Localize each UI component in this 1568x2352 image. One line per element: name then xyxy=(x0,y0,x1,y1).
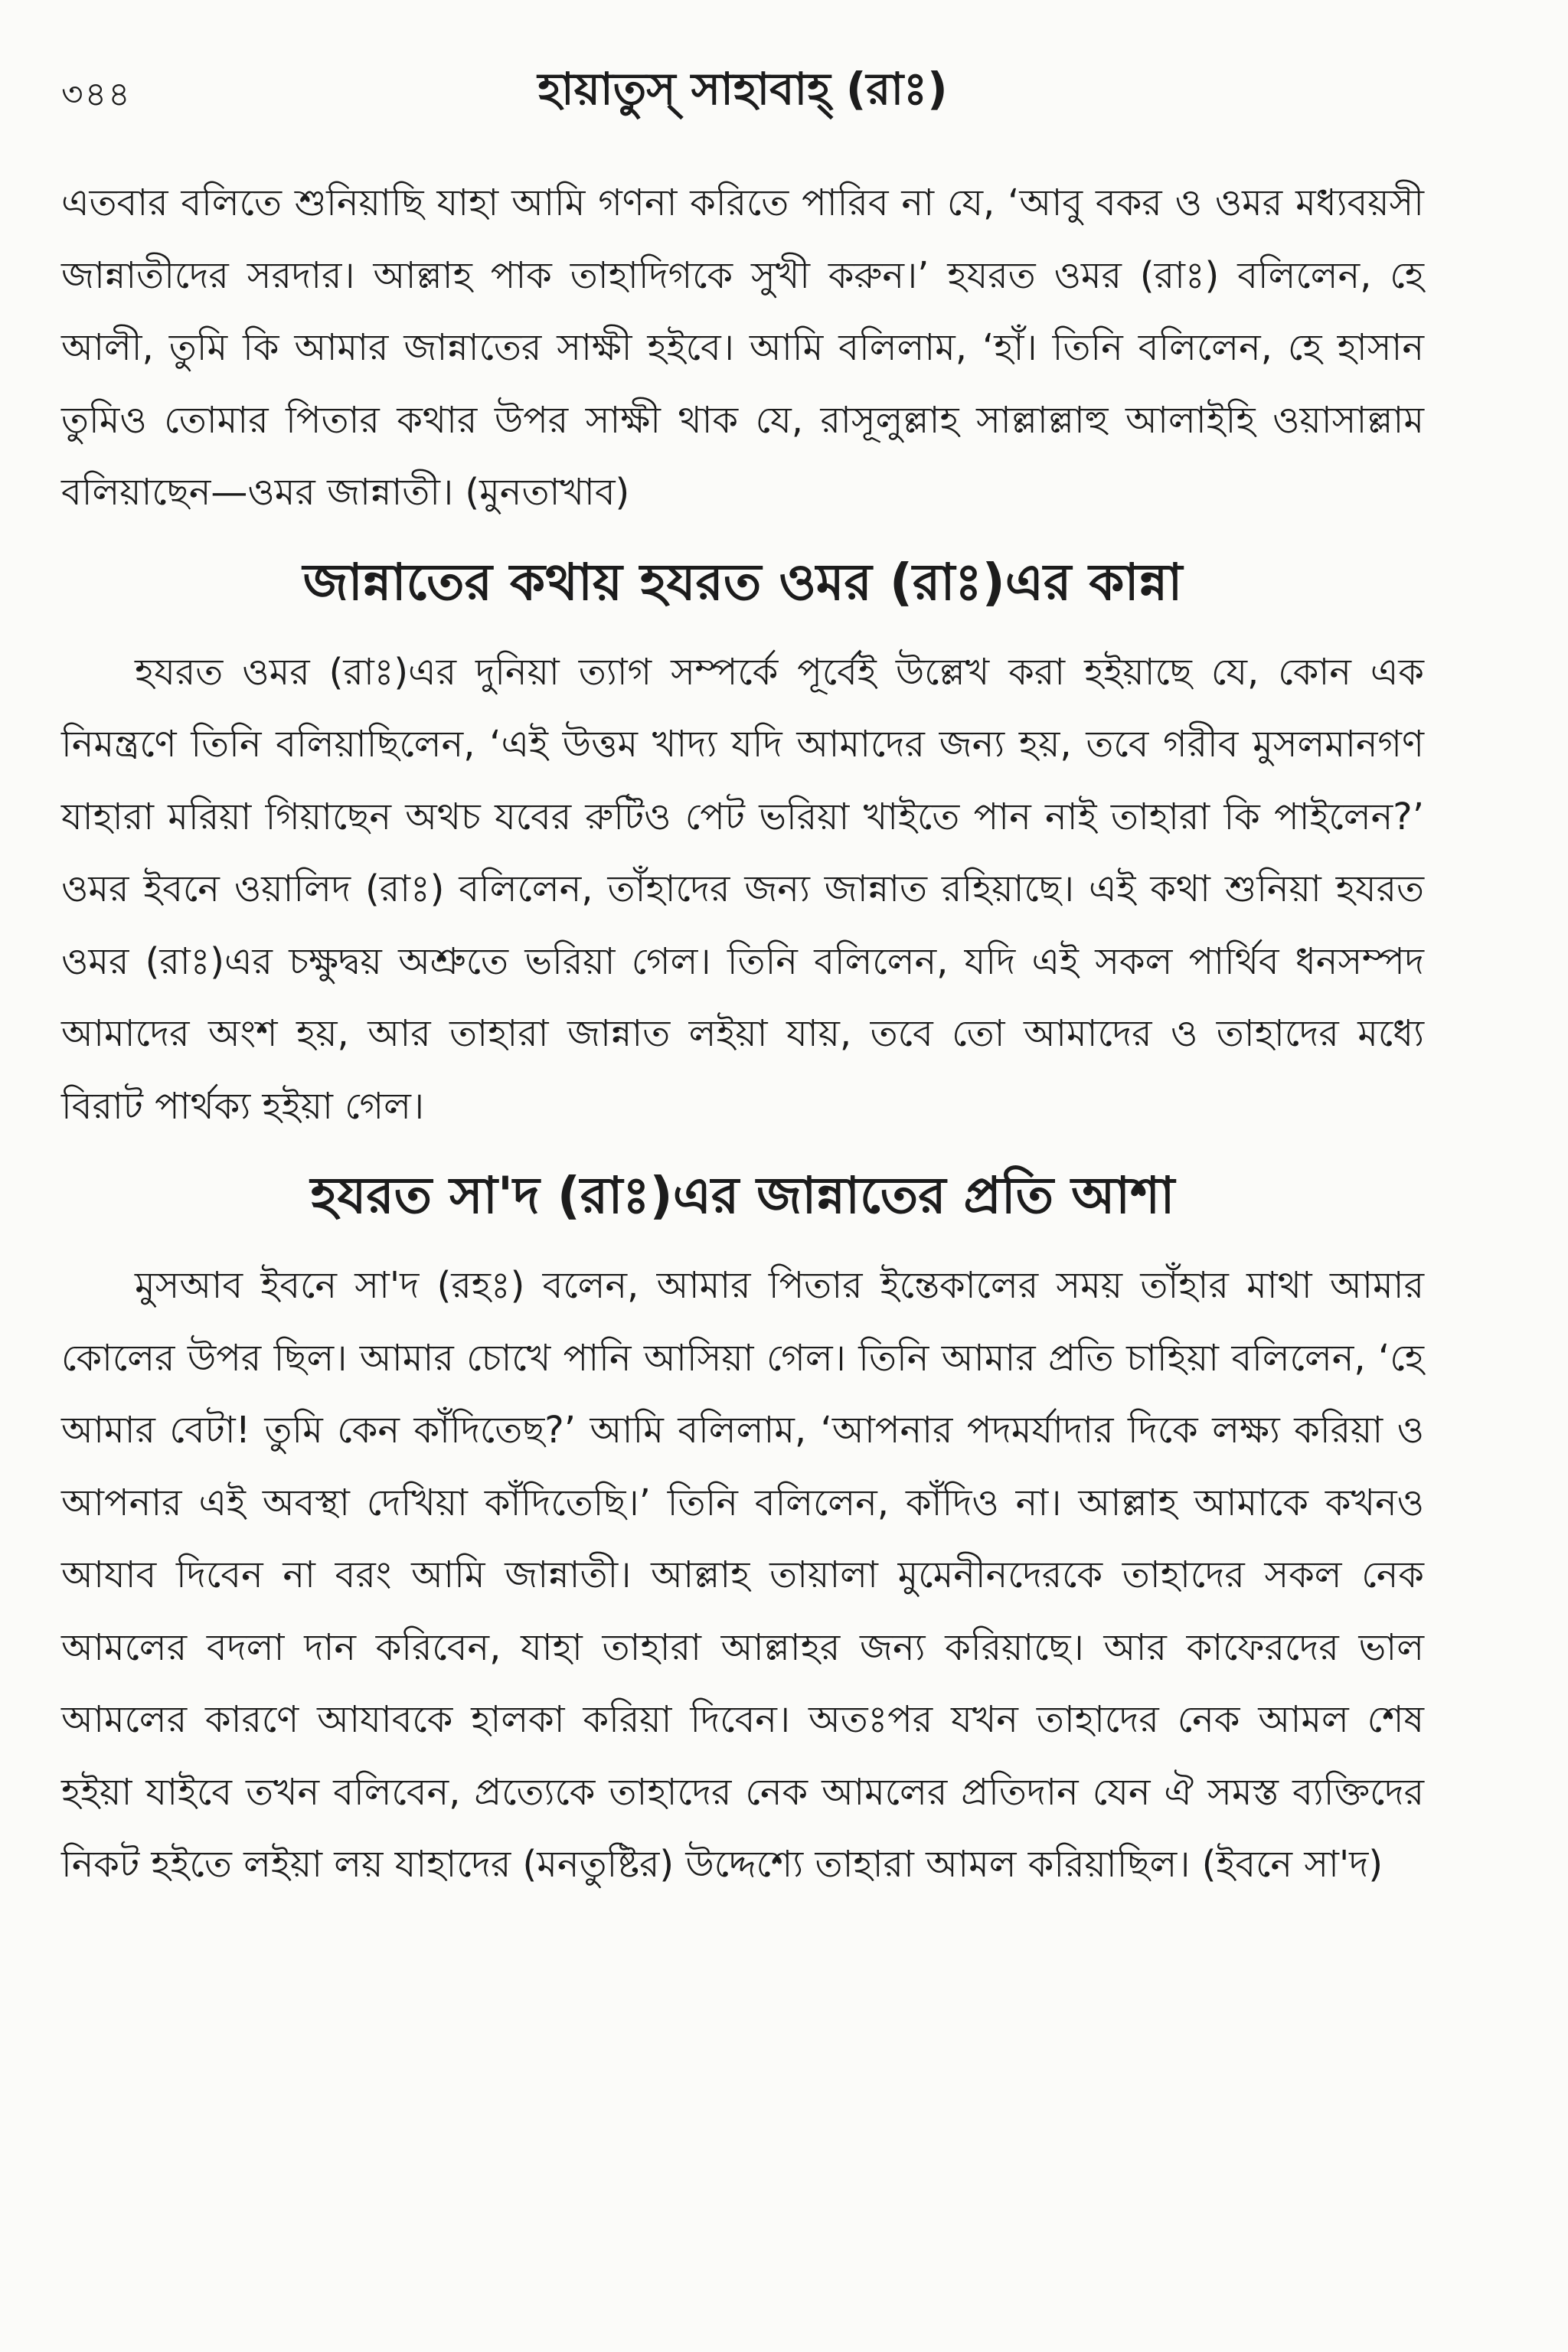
running-title: হায়াতুস্ সাহাবাহ্ (রাঃ) xyxy=(537,63,948,115)
paragraph-saad-hope: মুসআব ইবনে সা'দ (রহঃ) বলেন, আমার পিতার ইন্তেকালের সময় তাঁহার মাথা আমার কোলের উপর ছিল। আমার চোখে পানি আসিয়া গেল। তিনি আমার প্রতি চাহিয়া বলিলেন, ‘হে আমার বেটা! তুমি কেন কাঁদিতেছ?’ আমি বলিলাম, ‘আপনার পদমর্যাদার দিকে লক্ষ্য করিয়া ও আপনার এই অবস্থা দেখিয়া কাঁদিতেছি।’ তিনি বলিলেন, কাঁদিও না। আল্লাহ আমাকে কখনও আযাব দিবেন না বরং আমি জান্নাতী। আল্লাহ তায়ালা মুমেনীনদেরকে তাহাদের সকল নেক আমলের বদলা দান করিবেন, যাহা তাহারা আল্লাহর জন্য করিয়াছে। আর কাফেরদের ভাল আমলের কারণে আযাবকে হালকা করিয়া দিবেন। অতঃপর যখন তাহাদের নেক আমল শেষ হইয়া যাইবে তখন বলিবেন, প্রত্যেকে তাহাদের নেক আমলের প্রতিদান যেন ঐ সমস্ত ব্যক্তিদের নিকট হইতে লইয়া লয় যাহাদের (মনতুষ্টির) উদ্দেশ্যে তাহারা আমল করিয়াছিল। (ইবনে সা'দ) xyxy=(61,1264,1424,1886)
section-heading-omar-weeping: জান্নাতের কথায় হযরত ওমর (রাঃ)এর কান্না xyxy=(302,552,1183,612)
page-number: ৩৪৪ xyxy=(61,75,132,114)
section-heading-saad-hope: হযরত সা'দ (রাঃ)এর জান্নাতের প্রতি আশা xyxy=(310,1166,1175,1225)
page-header xyxy=(61,55,1424,124)
opening-paragraph: এতবার বলিতে শুনিয়াছি যাহা আমি গণনা করিতে পারিব না যে, ‘আবু বকর ও ওমর মধ্যবয়সী জান্নাতীদের সরদার। আল্লাহ পাক তাহাদিগকে সুখী করুন।’ হযরত ওমর (রাঃ) বলিলেন, হে আলী, তুমি কি আমার জান্নাতের সাক্ষী হইবে। আমি বলিলাম, ‘হাঁ। তিনি বলিলেন, হে হাসান তুমিও তোমার পিতার কথার উপর সাক্ষী থাক যে, রাসূলুল্লাহ সাল্লাল্লাহু আলাইহি ওয়াসাল্লাম বলিয়াছেন—ওমর জান্নাতী। (মুনতাখাব) xyxy=(61,181,1424,514)
paragraph-omar-weeping: হযরত ওমর (রাঃ)এর দুনিয়া ত্যাগ সম্পর্কে পূর্বেই উল্লেখ করা হইয়াছে যে, কোন এক নিমন্ত্রণে তিনি বলিয়াছিলেন, ‘এই উত্তম খাদ্য যদি আমাদের জন্য হয়, তবে গরীব মুসলমানগণ যাহারা মরিয়া গিয়াছেন অথচ যবের রুটিও পেট ভরিয়া খাইতে পান নাই তাহারা কি পাইলেন?’ ওমর ইবনে ওয়ালিদ (রাঃ) বলিলেন, তাঁহাদের জন্য জান্নাত রহিয়াছে। এই কথা শুনিয়া হযরত ওমর (রাঃ)এর চক্ষুদ্বয় অশ্রুতে ভরিয়া গেল। তিনি বলিলেন, যদি এই সকল পার্থিব ধনসম্পদ আমাদের অংশ হয়, আর তাহারা জান্নাত লইয়া যায়, তবে তো আমাদের ও তাহাদের মধ্যে বিরাট পার্থক্য হইয়া গেল। xyxy=(61,650,1424,1128)
page-body xyxy=(61,167,1424,1901)
